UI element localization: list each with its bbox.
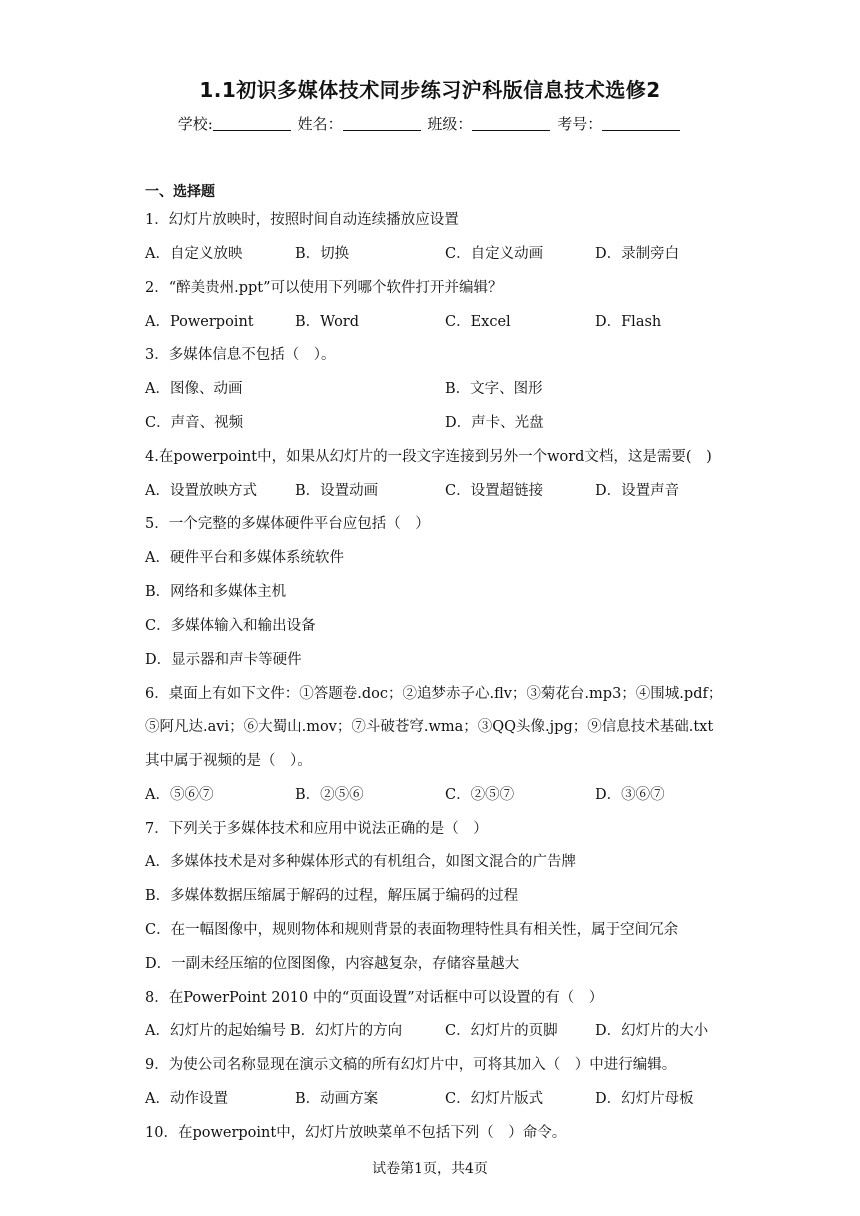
- question-6-stem-line-3: 其中属于视频的是（ ）。: [145, 753, 312, 769]
- question-6-option-a: A．⑤⑥⑦: [145, 787, 214, 803]
- question-10-stem: 10．在powerpoint中，幻灯片放映菜单不包括下列（ ）命令。: [145, 1125, 567, 1141]
- question-1-option-a: A．自定义放映: [145, 246, 243, 262]
- school-blank: [213, 116, 291, 131]
- class-label: 班级：: [427, 115, 473, 133]
- question-3-option-b: B．文字、图形: [445, 381, 543, 397]
- question-4-stem: 4.在powerpoint中，如果从幻灯片的一段文字连接到另外一个word文档，这是需要( ): [145, 449, 712, 465]
- question-5-option-b: B．网络和多媒体主机: [145, 584, 287, 600]
- question-2-option-c: C．Excel: [445, 314, 511, 330]
- question-6-option-b: B．②⑤⑥: [295, 787, 364, 803]
- question-2-option-d: D．Flash: [595, 314, 662, 330]
- question-9-option-b: B．动画方案: [295, 1091, 379, 1107]
- question-6-stem-line-1: 6．桌面上有如下文件：①答题卷.doc；②追梦赤子心.flv；③菊花台.mp3；④围城.pdf；: [145, 686, 723, 702]
- question-7-option-b: B．多媒体数据压缩属于解码的过程，解压属于编码的过程: [145, 888, 519, 904]
- question-7-option-d: D．一副未经压缩的位图图像，内容越复杂，存储容量越大: [145, 956, 520, 972]
- question-2-option-b: B．Word: [295, 314, 360, 330]
- question-1-stem: 1．幻灯片放映时，按照时间自动连续播放应设置: [145, 212, 459, 228]
- class-blank: [472, 116, 550, 131]
- name-label: 姓名：: [297, 115, 343, 133]
- question-8-option-b: B．幻灯片的方向: [290, 1023, 403, 1039]
- name-blank: [343, 116, 421, 131]
- question-1-option-b: B．切换: [295, 246, 350, 262]
- question-7-option-a: A．多媒体技术是对多种媒体形式的有机组合，如图文混合的广告牌: [145, 854, 576, 870]
- question-6-option-d: D．③⑥⑦: [595, 787, 665, 803]
- question-3-stem: 3．多媒体信息不包括（ ）。: [145, 347, 336, 363]
- student-info-line: [0, 113, 860, 134]
- question-9-stem: 9．为使公司名称显现在演示文稿的所有幻灯片中，可将其加入（ ）中进行编辑。: [145, 1057, 677, 1073]
- question-8-stem: 8．在PowerPoint 2010 中的“页面设置”对话框中可以设置的有（ ）: [145, 990, 604, 1006]
- question-5-option-c: C．多媒体输入和输出设备: [145, 618, 316, 634]
- question-3-option-d: D．声卡、光盘: [445, 415, 544, 431]
- school-label: 学校:: [177, 115, 213, 133]
- question-1-option-c: C．自定义动画: [445, 246, 544, 262]
- question-9-option-d: D．幻灯片母板: [595, 1091, 694, 1107]
- question-3-option-a: A．图像、动画: [145, 381, 243, 397]
- question-5-stem: 5．一个完整的多媒体硬件平台应包括（ ）: [145, 516, 430, 532]
- question-5-option-d: D．显示器和声卡等硬件: [145, 652, 302, 668]
- question-4-option-a: A．设置放映方式: [145, 483, 257, 499]
- question-6-stem-line-2: ⑤阿凡达.avi；⑥大蜀山.mov；⑦斗破苍穹.wma；③QQ头像.jpg；⑨信息技术基础.txt: [145, 719, 714, 735]
- question-9-option-c: C．幻灯片版式: [445, 1091, 544, 1107]
- exam-no-blank: [602, 116, 680, 131]
- question-4-option-c: C．设置超链接: [445, 483, 544, 499]
- section-heading: 一、选择题: [145, 184, 215, 200]
- question-6-option-c: C．②⑤⑦: [445, 787, 515, 803]
- question-8-option-a: A．幻灯片的起始编号: [145, 1023, 286, 1039]
- question-7-option-c: C．在一幅图像中，规则物体和规则背景的表面物理特性具有相关性，属于空间冗余: [145, 922, 679, 938]
- question-1-option-d: D．录制旁白: [595, 246, 680, 262]
- question-7-stem: 7．下列关于多媒体技术和应用中说法正确的是（ ）: [145, 821, 488, 837]
- question-5-option-a: A．硬件平台和多媒体系统软件: [145, 550, 344, 566]
- question-4-option-d: D．设置声音: [595, 483, 680, 499]
- question-8-option-d: D．幻灯片的大小: [595, 1023, 709, 1039]
- question-3-option-c: C．声音、视频: [145, 415, 244, 431]
- question-2-stem: 2．“醉美贵州.ppt”可以使用下列哪个软件打开并编辑？: [145, 280, 503, 296]
- question-4-option-b: B．设置动画: [295, 483, 379, 499]
- question-2-option-a: A．Powerpoint: [145, 314, 254, 330]
- page-title: 1.1初识多媒体技术同步练习沪科版信息技术选修2: [199, 78, 661, 102]
- page-footer: 试卷第1页，共4页: [372, 1161, 488, 1177]
- question-8-option-c: C．幻灯片的页脚: [445, 1023, 558, 1039]
- exam-no-label: 考号：: [557, 115, 603, 133]
- question-9-option-a: A．动作设置: [145, 1091, 228, 1107]
